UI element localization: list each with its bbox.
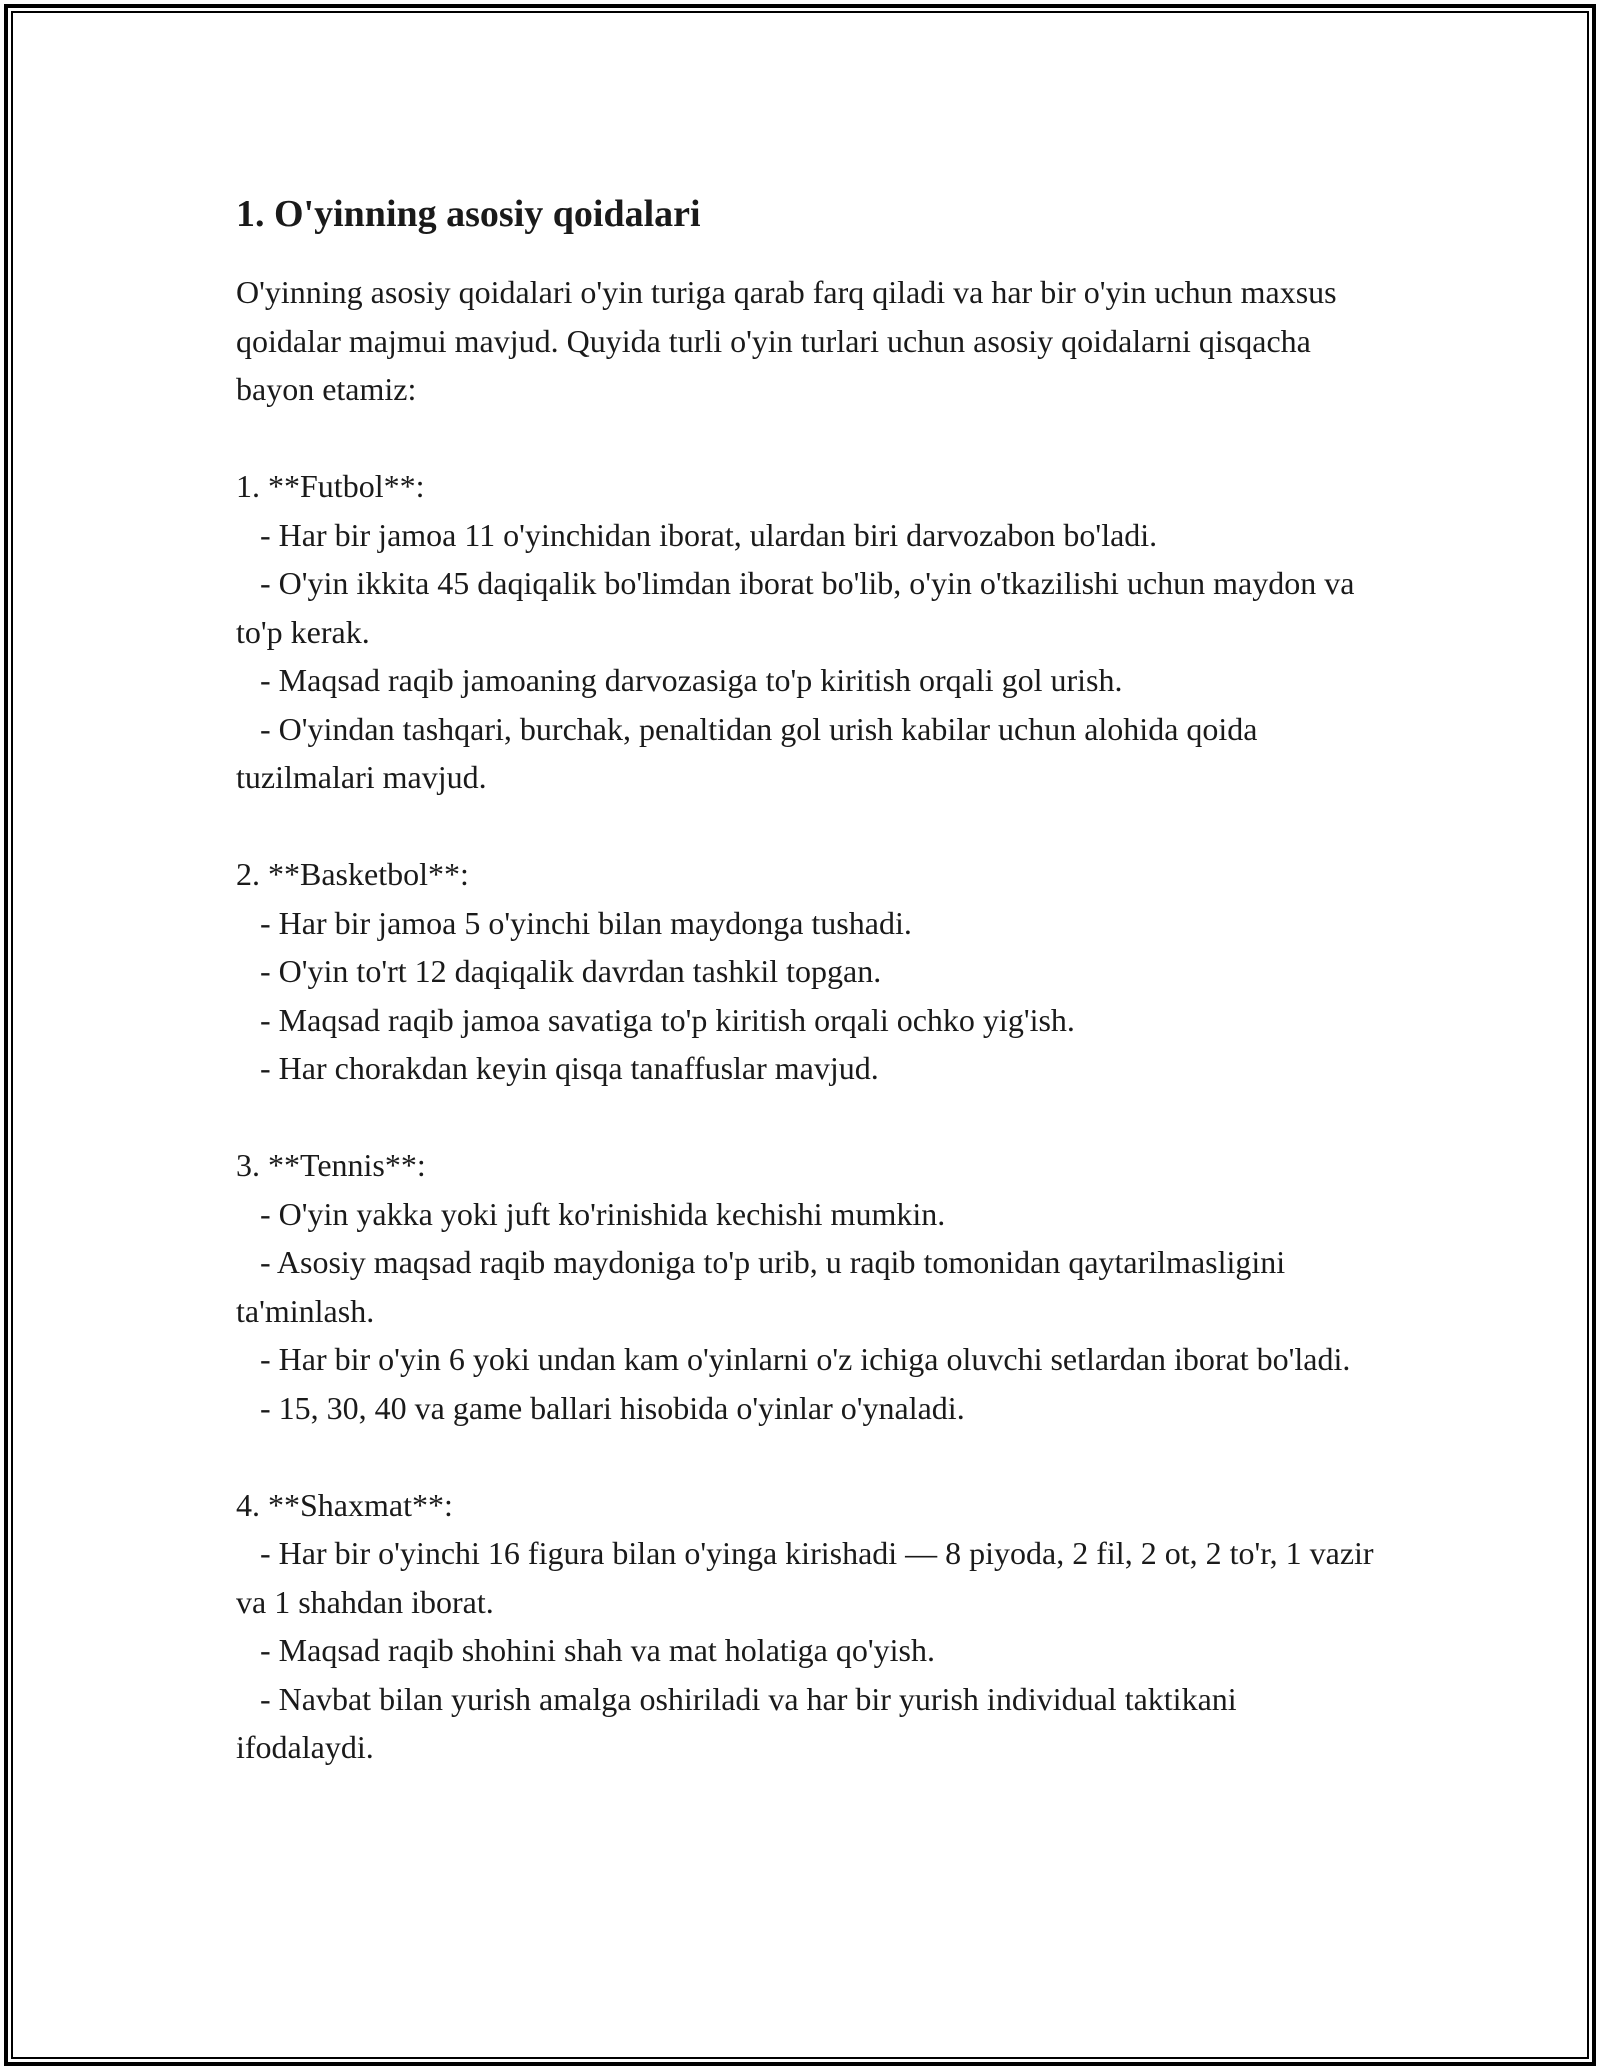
list-item: - O'yin to'rt 12 daqiqalik davrdan tashkil topgan. <box>236 953 882 989</box>
list-item: - Asosiy maqsad raqib maydoniga to'p urib, u raqib tomonidan qaytarilmasligini ta'minlash. <box>236 1244 1294 1329</box>
spacer <box>236 1432 1376 1481</box>
list-item: - O'yin yakka yoki juft ko'rinishida kechishi mumkin. <box>236 1195 946 1232</box>
intro-paragraph: O'yinning asosiy qoidalari o'yin turiga qarab farq qiladi va har bir o'yin uchun maxsus qoidalar majmui mavjud. Quyida turli o'yin turlari uchun asosiy qoidalarni qisqacha bayon etamiz: <box>236 274 1345 407</box>
spacer <box>236 414 1376 463</box>
list-item: - Har bir jamoa 11 o'yinchidan iborat, ulardan biri darvozabon bo'ladi. <box>236 516 1158 553</box>
section-futbol <box>236 462 1376 802</box>
list-item: - Har bir o'yin 6 yoki undan kam o'yinlarni o'z ichiga oluvchi setlardan iborat bo'ladi. <box>236 1341 1351 1377</box>
list-item: - O'yin ikkita 45 daqiqalik bo'limdan iborat bo'lib, o'yin o'tkazilishi uchun maydon va to'p kerak. <box>236 565 1363 650</box>
spacer <box>236 802 1376 851</box>
section-tennis <box>236 1141 1376 1432</box>
section-heading: 1. O'yinning asosiy qoidalari <box>236 193 701 235</box>
list-item: - Maqsad raqib shohini shah va mat holatiga qo'yish. <box>236 1632 935 1668</box>
list-item: - Har chorakdan keyin qisqa tanaffuslar mavjud. <box>236 1050 879 1086</box>
list-item: - Maqsad raqib jamoaning darvozasiga to'p kiritish orqali gol urish. <box>236 662 1123 698</box>
section-shaxmat <box>236 1481 1382 1772</box>
section-title: 3. **Tennis**: <box>236 1147 426 1183</box>
list-item: - 15, 30, 40 va game ballari hisobida o'yinlar o'ynaladi. <box>236 1389 965 1426</box>
section-title: 4. **Shaxmat**: <box>236 1486 453 1523</box>
list-item: - Maqsad raqib jamoa savatiga to'p kiritish orqali ochko yig'ish. <box>236 1001 1075 1038</box>
list-item: - Navbat bilan yurish amalga oshiriladi va har bir yurish individual taktikani ifodalaydi. <box>236 1680 1245 1765</box>
section-basketbol <box>236 850 1376 1093</box>
section-title: 2. **Basketbol**: <box>236 856 469 892</box>
list-item: - Har bir o'yinchi 16 figura bilan o'yinga kirishadi — 8 piyoda, 2 fil, 2 ot, 2 to'r, 1 vazir va 1 shahdan iborat. <box>236 1535 1382 1620</box>
document-page <box>236 186 1382 1772</box>
list-item: - Har bir jamoa 5 o'yinchi bilan maydonga tushadi. <box>236 904 912 941</box>
spacer <box>236 1093 1376 1142</box>
list-item: - O'yindan tashqari, burchak, penaltidan gol urish kabilar uchun alohida qoida tuzilmalari mavjud. <box>236 710 1266 795</box>
section-title: 1. **Futbol**: <box>236 468 425 504</box>
